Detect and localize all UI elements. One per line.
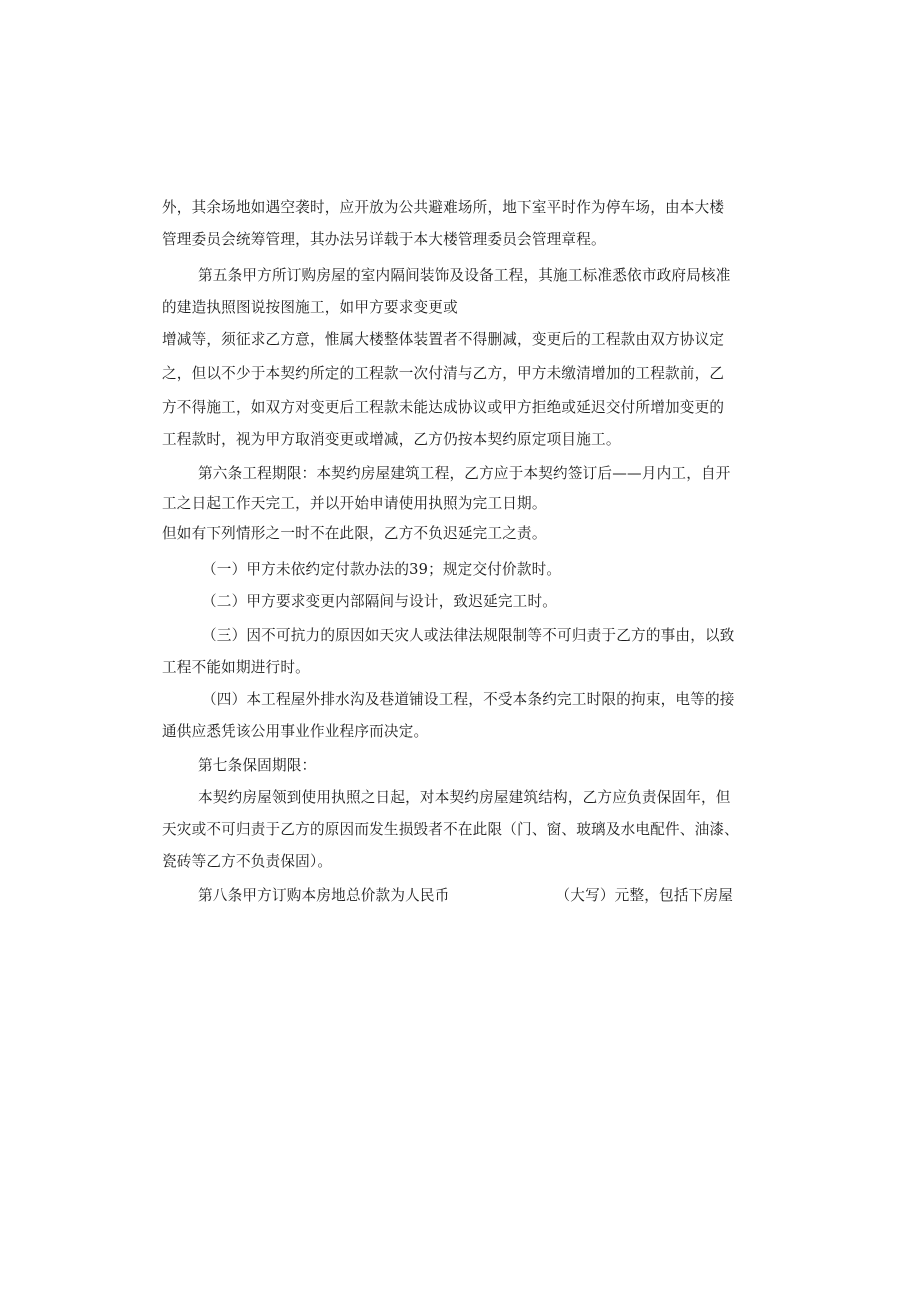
article-7-line-3: 瓷砖等乙方不负责保固）。	[162, 853, 333, 870]
clause-4-line-2: 通供应悉凭该公用事业作业程序而决定。	[162, 723, 429, 740]
article-6-line-1: 第六条工程期限：本契约房屋建筑工程，乙方应于本契约签订后——月内工，自开	[198, 465, 731, 482]
clause-4-line-1: （四）本工程屋外排水沟及巷道铺设工程，不受本条约完工时限的拘束，电等的接	[202, 691, 735, 708]
clause-2: （二）甲方要求变更内部隔间与设计，致迟延完工时。	[202, 593, 558, 610]
clause-3-line-1: （三）因不可抗力的原因如天灾人或法律法规限制等不可归责于乙方的事由，以致	[202, 627, 735, 644]
article-5-line-1: 第五条甲方所订购房屋的室内隔间装饰及设备工程，其施工标准悉依市政府局核准	[198, 267, 731, 284]
clause-3-line-2: 工程不能如期进行时。	[162, 659, 310, 676]
article-5-line-3: 增减等，须征求乙方意，惟属大楼整体装置者不得删减，变更后的工程款由双方协议定	[162, 331, 725, 348]
article-8-text-end: （大写）元整，包括下房屋	[555, 887, 734, 904]
article-8-text-start: 第八条甲方订购本房地总价款为人民币	[198, 887, 450, 904]
article-8-line-1	[198, 886, 733, 906]
article-5-line-2: 的建造执照图说按图施工，如甲方要求变更或	[162, 299, 458, 316]
article-7-line-1: 本契约房屋领到使用执照之日起，对本契约房屋建筑结构，乙方应负责保固年，但	[198, 789, 731, 806]
article-5-line-6: 工程款时，视为甲方取消变更或增减，乙方仍按本契约原定项目施工。	[162, 431, 621, 448]
article-6-line-2: 工之日起工作天完工，并以开始申请使用执照为完工日期。	[162, 495, 547, 512]
article-7-title: 第七条保固期限：	[198, 757, 317, 774]
article-5-line-4: 之，但以不少于本契约所定的工程款一次付清与乙方，甲方未缴清增加的工程款前，乙	[162, 365, 725, 382]
text-line-2: 管理委员会统筹管理，其办法另详载于本大楼管理委员会管理章程。	[162, 231, 606, 248]
article-5-line-5: 方不得施工，如双方对变更后工程款未能达成协议或甲方拒绝或延迟交付所增加变更的	[162, 399, 725, 416]
clause-1: （一）甲方未依约定付款办法的39；规定交付价款时。	[202, 561, 562, 578]
article-7-line-2: 天灾或不可归责于乙方的原因而发生损毁者不在此限（门、窗、玻璃及水电配件、油漆、	[162, 821, 739, 838]
article-6-line-3: 但如有下列情形之一时不在此限，乙方不负迟延完工之责。	[162, 525, 547, 542]
text-line-1: 外，其余场地如遇空袭时，应开放为公共避难场所，地下室平时作为停车场，由本大楼	[162, 199, 725, 216]
